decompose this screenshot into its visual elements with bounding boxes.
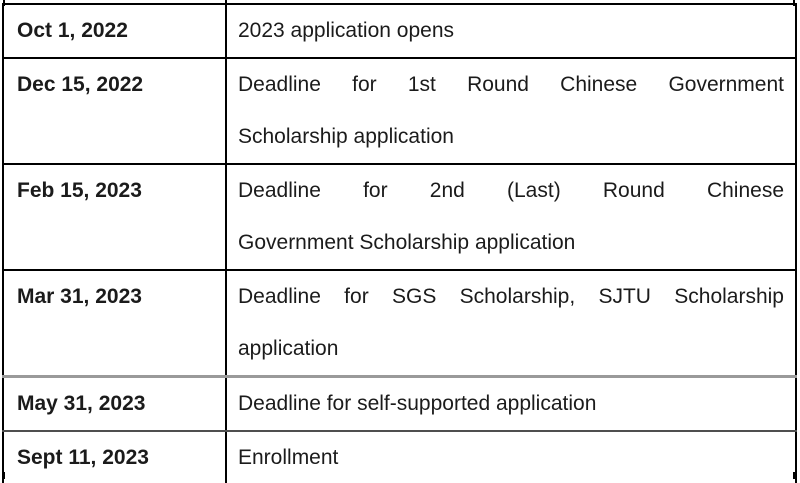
event-cell (226, 270, 796, 377)
table-row (3, 164, 796, 270)
table-row (3, 270, 796, 377)
event-text-line: Enrollment (238, 446, 339, 469)
event-cell (226, 58, 796, 164)
application-timeline-table (2, 3, 797, 483)
event-cell (226, 164, 796, 270)
table-row (3, 431, 796, 483)
event-cell (226, 431, 796, 483)
date-cell: Feb 15, 2023 (3, 164, 226, 270)
event-text-line: 2023 application opens (238, 19, 455, 42)
event-text-line: Government Scholarship application (238, 231, 576, 254)
event-cell (226, 377, 796, 432)
event-text-line: Scholarship application (238, 125, 454, 148)
date-cell: Dec 15, 2022 (3, 58, 226, 164)
date-cell: Mar 31, 2023 (3, 270, 226, 377)
table-row (3, 58, 796, 164)
event-text-line: Deadline for SGS Scholarship, SJTU Scholarship (238, 285, 784, 308)
table-row (3, 4, 796, 58)
event-text-line: Deadline for 2nd (Last) Round Chinese (238, 179, 784, 202)
event-text-line: Deadline for 1st Round Chinese Government (238, 73, 784, 96)
date-cell: May 31, 2023 (3, 377, 226, 432)
event-text-line: Deadline for self-supported application (238, 392, 597, 415)
date-cell: Sept 11, 2023 (3, 431, 226, 483)
event-text-line: application (238, 337, 339, 360)
table-row (3, 377, 796, 432)
event-cell (226, 4, 796, 58)
date-cell: Oct 1, 2022 (3, 4, 226, 58)
